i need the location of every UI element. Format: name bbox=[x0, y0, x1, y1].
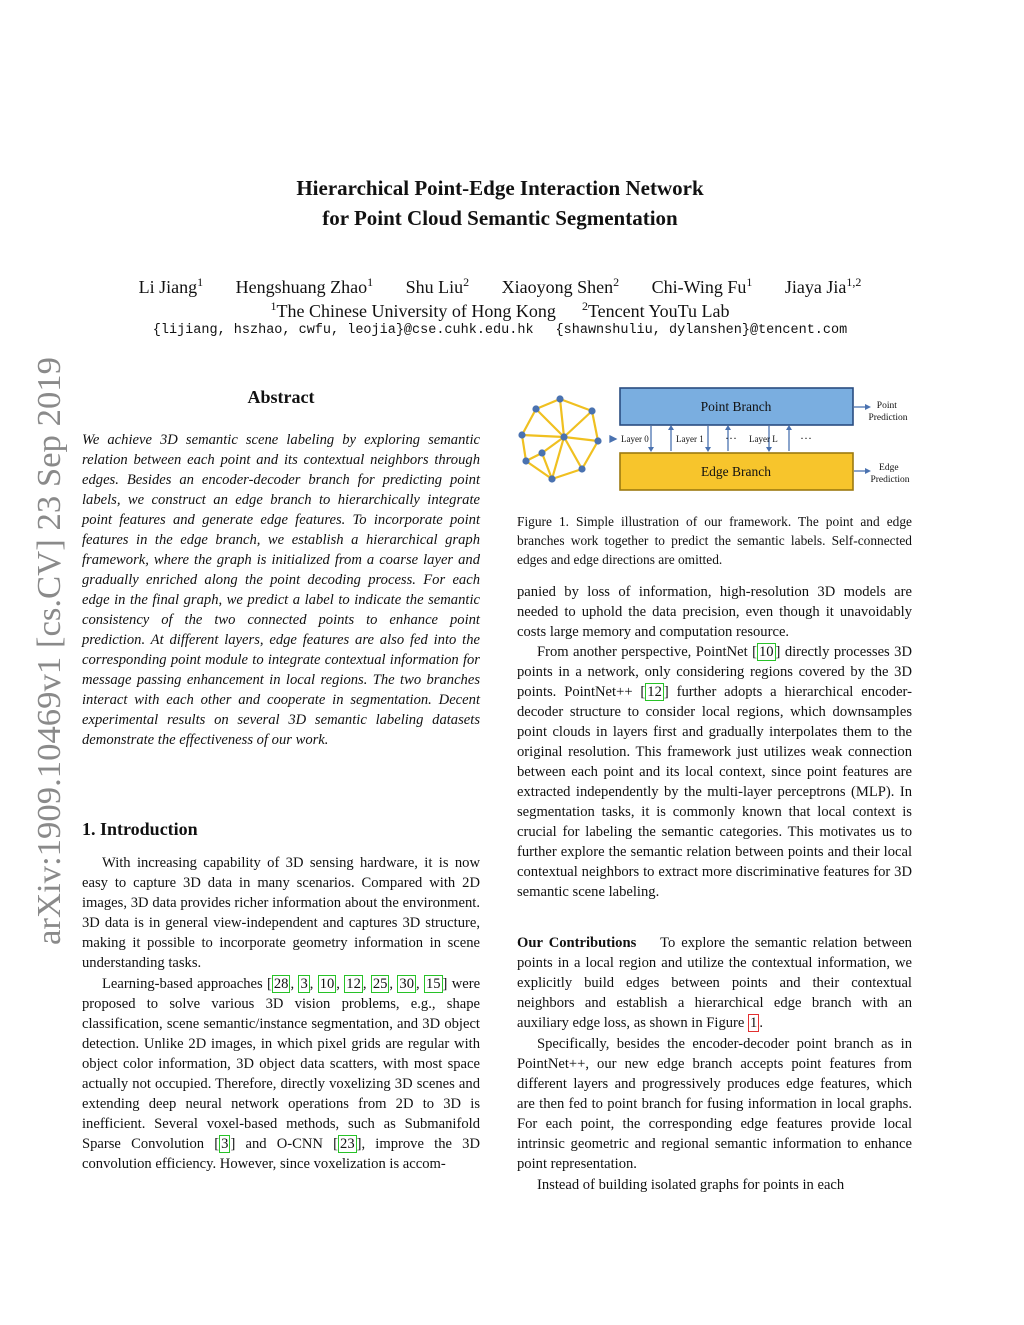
layer-1-label: Layer 1 bbox=[676, 434, 704, 444]
abstract-text: We achieve 3D semantic scene labeling by exploring semantic relation between each point and its contextual neighbors through edges. Besides an encoder-decoder branch for predicting point labels, we construct an edge branch to hierarchically integrate point features and generate edge features. To incorporate point features in the edge branch, we establish a hierarchical graph framework, where the graph is initialized from a coarse layer and gradually enriched along the point decoding process. For each edge in the final graph, we predict a label to indicate the semantic consistency of the two connected points to enhance point prediction. At different layers, edge features are also fed into the corresponding point module to integrate contextual information for message passing enhancement in local regions. The two branches interact with each other and cooperate in segmentation. Decent experimental results on several 3D semantic labeling datasets demonstrate the effectiveness of our work. bbox=[82, 432, 480, 748]
paper-title-line1: Hierarchical Point-Edge Interaction Network bbox=[296, 176, 704, 200]
affiliation: $^2$Tencent YouTu Lab bbox=[581, 299, 730, 321]
edge-branch-label: Edge Branch bbox=[700, 464, 772, 479]
citation-link[interactable]: 12 bbox=[346, 976, 361, 992]
arxiv-stamp-text: arXiv:1909.10469v1 [cs.CV] 23 Sep 2019 bbox=[31, 368, 68, 945]
introduction-heading: 1. Introduction bbox=[82, 819, 198, 839]
right-paragraph-1: panied by loss of information, high-resolution 3D models are needed to uphold the data precision, even though it unavoidably costs large memory and computation resource. bbox=[517, 584, 912, 640]
intro-paragraph-1: With increasing capability of 3D sensing hardware, it is now easy to capture 3D data in many scenarios. Compared with 2D images, 3D data provides richer information about the environment. 3D data is in general view-independent and captures 3D structure, making it possible to incorporate geometry information in scene understanding tasks. bbox=[82, 855, 480, 971]
citation-link[interactable]: 15 bbox=[425, 976, 441, 992]
author: Shu Liu$^2$ bbox=[405, 275, 470, 297]
author: Jiaya Jia$^{1,2}$ bbox=[784, 275, 862, 297]
affiliation: $^1$The Chinese University of Hong Kong bbox=[270, 299, 556, 321]
citation-link[interactable]: 10 bbox=[319, 976, 335, 992]
author: Xiaoyong Shen$^2$ bbox=[501, 275, 620, 297]
citation-link[interactable]: 28 bbox=[273, 976, 289, 992]
citation-link[interactable]: 23 bbox=[340, 1136, 355, 1152]
figure-reference-link[interactable]: 1 bbox=[750, 1015, 758, 1031]
citation-link[interactable]: 3 bbox=[221, 1136, 229, 1152]
email-line bbox=[0, 321, 1000, 341]
point-prediction-label: Point Prediction bbox=[868, 401, 908, 423]
figure-1-diagram bbox=[512, 385, 912, 497]
layer-0-label: Layer 0 bbox=[621, 434, 649, 444]
email-cuhk: {lijiang, hszhao, cwfu, leojia}@cse.cuhk.edu.hk bbox=[152, 323, 534, 338]
contributions-paragraph: Our Contributions To explore the semantic relation between points in a local region and utilize the contextual information, we explicitly build edges between points and their contextual neighbors and establish a hierarchical edge branch with an auxiliary edge loss, as shown in Figure 1 . bbox=[517, 935, 912, 1031]
intro-paragraph-2: Learning-based approaches [ 28 , 3 , 10 , 12 , 25 , 30 , 15 ] were proposed to solve various 3D vision problems, e.g., shape classification, scene semantic/instance segmentation, and 3D object detection. Unlike 2D images, in which pixel grids are regular with object color information, 3D object data scatters, with most space actually not occupied. Therefore, directly voxelizing 3D scenes and extending deep neural network operations from 2D to 3D is inefficient. Several voxel-based methods, such as Submanifold Sparse Convolution [ 3 ] and O-CNN [ 23 ], improve the 3D convolution efficiency. However, since voxelization is accom- bbox=[82, 976, 481, 1172]
graph-illustration bbox=[518, 395, 601, 482]
layer-dots-end: ··· bbox=[800, 431, 812, 445]
point-branch-label: Point Branch bbox=[700, 399, 772, 414]
citation-link[interactable]: 3 bbox=[300, 976, 308, 992]
paper-title-line2: for Point Cloud Semantic Segmentation bbox=[322, 206, 678, 230]
layer-l-label: Layer L bbox=[749, 434, 778, 444]
right-paragraph-2: From another perspective, PointNet [ 10 ] directly processes 3D points in a network, only considering regions covered by the 3D points. PointNet++ [ 12 ] further adopts a hierarchical encoder-decoder structure to consider local regions, which downsamples point clouds in layers first and gradually interpolates them to the original resolution. This framework just utilizes weak connection between each point and its local context, since point features are extracted independently by the multi-layer perceptrons (MLP). In segmentation tasks, it is commonly known that local context is crucial for labeling the semantic categories. This motivates us to further explore the semantic relation between points and their local contextual neighbors to extract more discriminative features for 3D semantic scene labeling. bbox=[517, 644, 912, 900]
citation-link[interactable]: 10 bbox=[758, 644, 774, 660]
arxiv-side-stamp bbox=[16, 355, 72, 945]
citation-link[interactable]: 12 bbox=[647, 684, 662, 700]
figure-1-caption: Figure 1. Simple illustration of our framework. The point and edge branches work together to predict the semantic labels. Self-connected edges and edge directions are omitted. bbox=[517, 514, 912, 567]
affiliations bbox=[0, 294, 1000, 323]
contributions-heading: Our Contributions bbox=[517, 935, 637, 951]
author: Hengshuang Zhao$^1$ bbox=[235, 275, 374, 297]
edge-prediction-label: Edge Prediction bbox=[870, 463, 910, 485]
right-paragraph-4: Specifically, besides the encoder-decoder point branch as in PointNet++, our new edge branch accepts point features from different layers and progressively produces edge features, which are then fed to point branch for fusing information in local graphs. For each point, the corresponding edge features provide local intrinsic geometric and regional semantic information to enhance point representation. bbox=[517, 1036, 912, 1172]
right-paragraph-5: Instead of building isolated graphs for points in each bbox=[537, 1177, 845, 1193]
email-tencent: {shawnshuliu, dylanshen}@tencent.com bbox=[555, 323, 848, 338]
citation-link[interactable]: 30 bbox=[399, 976, 414, 992]
abstract-heading: Abstract bbox=[247, 387, 315, 407]
layer-dots: ··· bbox=[725, 431, 737, 445]
author: Li Jiang$^1$ bbox=[138, 275, 204, 297]
author: Chi-Wing Fu$^1$ bbox=[651, 275, 753, 297]
citation-link[interactable]: 25 bbox=[372, 976, 388, 992]
